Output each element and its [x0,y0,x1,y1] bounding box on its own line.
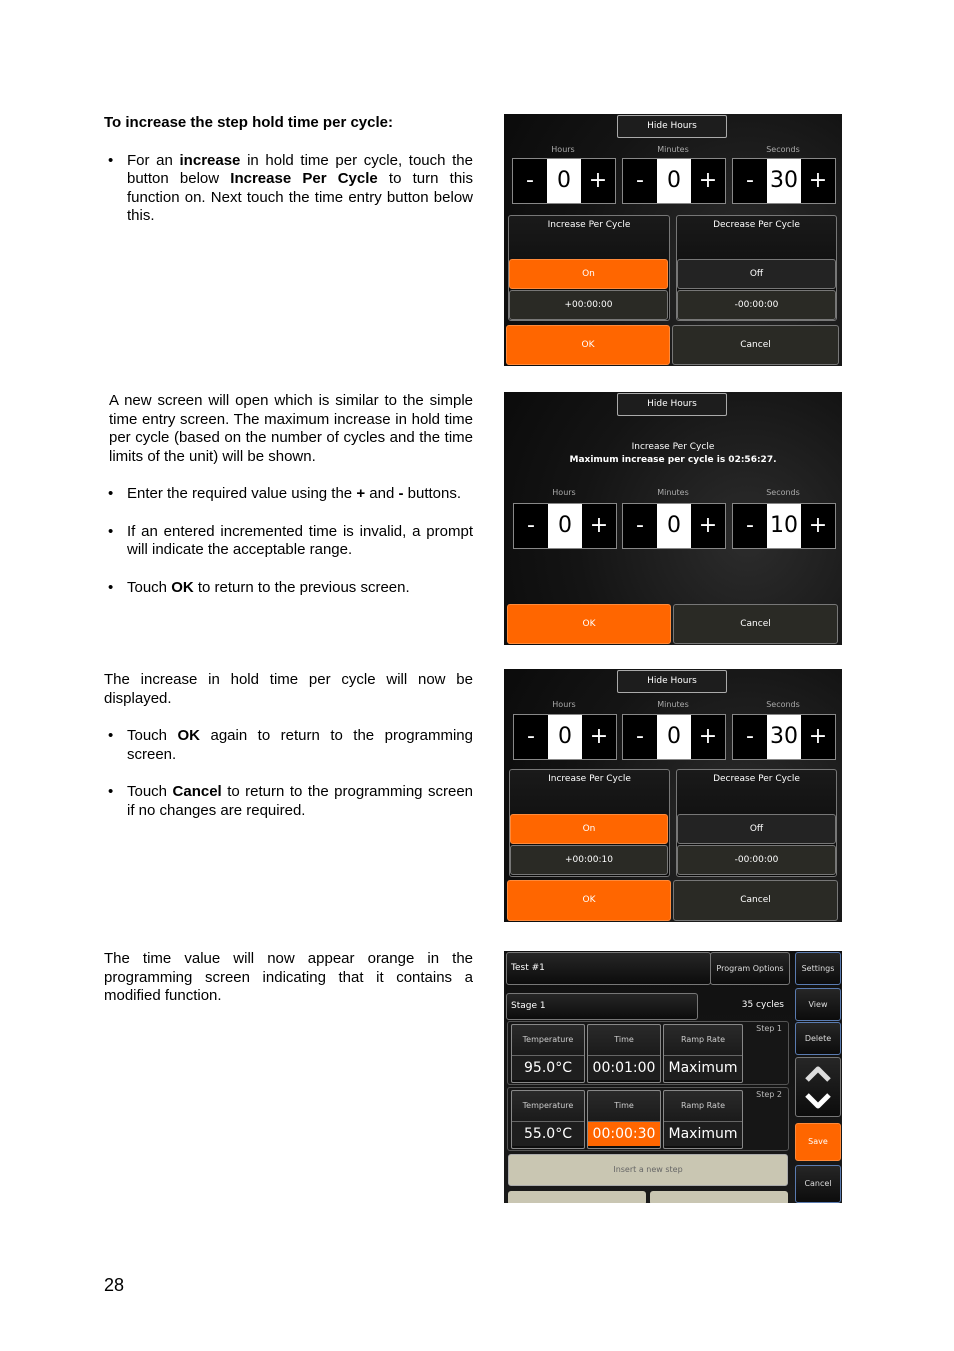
hours-plus-button[interactable]: + [589,513,609,538]
seconds-value[interactable]: 30 [767,159,801,203]
cancel-button[interactable]: Cancel [795,1165,841,1203]
hours-spinner [513,503,617,549]
increase-entry-screen [504,392,842,645]
minutes-spinner [622,158,726,204]
seconds-label: Seconds [766,145,800,154]
seconds-label: Seconds [766,488,800,497]
seconds-value[interactable]: 30 [767,715,801,759]
hours-value[interactable]: 0 [547,159,581,203]
minutes-value[interactable]: 0 [657,715,691,759]
hide-hours-button[interactable]: Hide Hours [617,115,727,138]
increase-per-cycle-label: Increase Per Cycle [548,774,631,784]
step-2-ramp-rate-value: Maximum [664,1121,742,1146]
hours-minus-button[interactable]: - [527,513,535,538]
section-increase-hold-time [104,114,473,226]
hours-plus-button[interactable]: + [589,724,609,749]
hours-minus-button[interactable]: - [527,724,535,749]
seconds-plus-button[interactable]: + [808,724,828,749]
temperature-label: Temperature [522,1035,574,1044]
hours-value[interactable]: 0 [548,504,582,548]
time-entry-screen-1 [504,114,842,366]
paragraph: A new screen will open which is similar to the simple time entry screen. The maximum increase in hold time per cycle (based on the number of cycles and the time limits of the unit) will be shown. [109,392,473,465]
time-entry-screen-2 [504,669,842,922]
time-label: Time [614,1035,634,1044]
bullet-item: • Enter the required value using the + and - buttons. [104,485,473,504]
section-new-screen [109,392,473,597]
partial-button-left[interactable] [508,1191,646,1203]
ramp-rate-label: Ramp Rate [680,1035,726,1044]
settings-button[interactable]: Settings [795,952,841,985]
cancel-button[interactable]: Cancel [673,604,838,644]
seconds-spinner [732,714,836,760]
step-2-temperature-cell[interactable] [511,1090,585,1149]
minutes-value[interactable]: 0 [657,159,691,203]
seconds-minus-button[interactable]: - [746,168,754,193]
minutes-plus-button[interactable]: + [698,513,718,538]
hide-hours-button[interactable]: Hide Hours [617,393,727,416]
bullet-item: • Touch OK to return to the previous screen. [104,579,473,598]
hours-spinner [513,714,617,760]
minutes-spinner [622,503,726,549]
hours-minus-button[interactable]: - [526,168,534,193]
seconds-label: Seconds [766,700,800,709]
minutes-spinner [622,714,726,760]
page-number: 28 [104,1275,125,1295]
minutes-minus-button[interactable]: - [636,724,644,749]
minutes-label: Minutes [657,700,689,709]
paragraph: The time value will now appear orange in the programming screen indicating that it contains a modified function. [104,950,473,1004]
decrease-time-button[interactable]: -00:00:00 [677,290,836,320]
ok-button[interactable]: OK [507,880,671,921]
bullet-item: • If an entered incremented time is invalid, a prompt will indicate the acceptable range. [104,523,473,560]
seconds-spinner [732,503,836,549]
bullet-item: • Touch Cancel to return to the programming screen if no changes are required. [104,783,473,820]
bullet-item: • For an increase in hold time per cycle, touch the button below Increase Per Cycle to turn this function on. Next touch the time entry button below this. [104,152,473,226]
paragraph: The increase in hold time per cycle will now be displayed. [104,671,473,707]
minutes-label: Minutes [657,145,689,154]
section-heading: To increase the step hold time per cycle: [104,114,393,131]
decrease-per-cycle-label: Decrease Per Cycle [713,774,800,784]
view-button[interactable]: View [795,988,841,1021]
minutes-plus-button[interactable]: + [698,724,718,749]
stage-field[interactable]: Stage 1 [506,993,698,1020]
cancel-button[interactable]: Cancel [673,880,838,921]
program-name-field[interactable]: Test #1 [506,952,711,985]
step-1-ramp-rate-cell[interactable] [663,1024,743,1083]
step-1-time-cell[interactable] [587,1024,661,1083]
cycles-count: 35 cycles [741,1000,784,1010]
minutes-plus-button[interactable]: + [698,168,718,193]
hide-hours-button[interactable]: Hide Hours [617,670,727,693]
step-2-time-cell[interactable] [587,1090,661,1149]
ramp-rate-label: Ramp Rate [680,1101,726,1110]
seconds-minus-button[interactable]: - [746,724,754,749]
insert-new-step-button[interactable]: Insert a new step [508,1154,788,1186]
partial-button-right[interactable] [650,1191,788,1203]
seconds-spinner [732,158,836,204]
program-options-button[interactable]: Program Options [710,952,790,985]
step-2-ramp-rate-cell[interactable] [663,1090,743,1149]
max-increase-message: Maximum increase per cycle is 02:56:27. [569,455,777,465]
step-1-time-value: 00:01:00 [588,1055,660,1080]
bullet-item: • Touch OK again to return to the programming screen. [104,727,473,764]
scroll-up-icon[interactable] [796,1058,840,1116]
increase-per-cycle-label: Increase Per Cycle [547,220,631,230]
scroll-buttons [795,1057,841,1117]
decrease-off-button[interactable]: Off [677,814,836,844]
decrease-per-cycle-label: Decrease Per Cycle [713,220,800,230]
seconds-minus-button[interactable]: - [746,513,754,538]
hours-label: Hours [552,700,576,709]
programming-screen [504,951,842,1203]
step-1-label: Step 1 [756,1024,782,1033]
save-button[interactable]: Save [795,1123,841,1161]
temperature-label: Temperature [522,1101,574,1110]
hours-plus-button[interactable]: + [588,168,608,193]
minutes-minus-button[interactable]: - [636,168,644,193]
increase-time-button[interactable]: +00:00:10 [510,845,668,875]
hours-spinner [512,158,616,204]
section-orange-value [104,950,473,1006]
seconds-plus-button[interactable]: + [808,168,828,193]
ok-button[interactable]: OK [507,604,671,644]
decrease-time-button[interactable]: -00:00:00 [677,845,836,875]
ok-button[interactable]: OK [506,325,670,365]
minutes-label: Minutes [657,488,689,497]
minutes-minus-button[interactable]: - [636,513,644,538]
seconds-plus-button[interactable]: + [808,513,828,538]
section-displayed [104,671,473,820]
increase-on-button[interactable]: On [510,814,668,844]
time-label: Time [614,1101,634,1110]
increase-title: Increase Per Cycle [631,442,715,452]
seconds-value[interactable]: 10 [767,504,801,548]
step-2-label: Step 2 [756,1090,782,1099]
minutes-value[interactable]: 0 [657,504,691,548]
step-1-ramp-rate-value: Maximum [664,1055,742,1080]
cancel-button[interactable]: Cancel [672,325,839,365]
delete-button[interactable]: Delete [795,1022,841,1055]
increase-time-button[interactable]: +00:00:00 [509,290,668,320]
step-2-time-value-modified: 00:00:30 [588,1121,660,1146]
step-1-temperature-cell[interactable] [511,1024,585,1083]
increase-on-button[interactable]: On [509,259,668,289]
step-1-temperature-value: 95.0°C [512,1055,584,1080]
decrease-off-button[interactable]: Off [677,259,836,289]
hours-label: Hours [552,488,576,497]
hours-value[interactable]: 0 [548,715,582,759]
step-2-temperature-value: 55.0°C [512,1121,584,1146]
hours-label: Hours [551,145,575,154]
